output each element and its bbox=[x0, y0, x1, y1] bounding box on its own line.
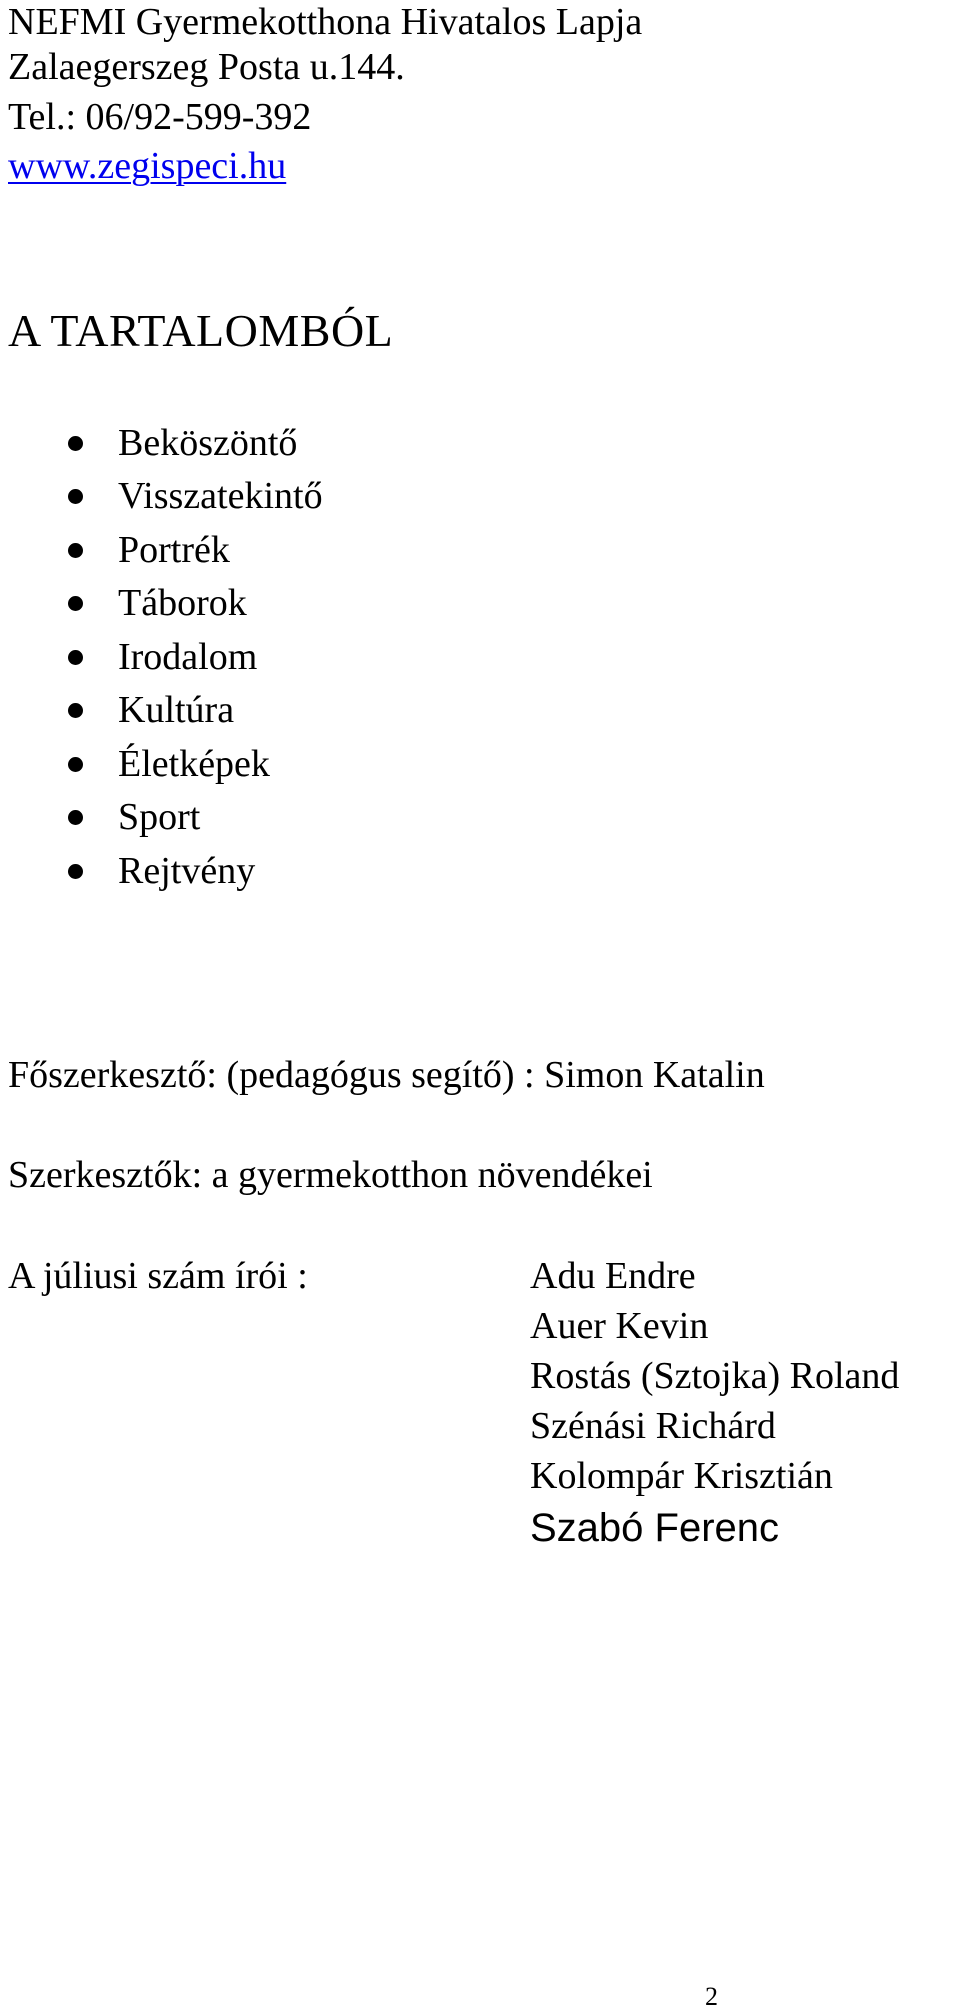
list-item bbox=[0, 525, 400, 575]
list-item-label: Kultúra bbox=[118, 689, 235, 731]
list-item bbox=[0, 792, 400, 842]
page-number: 2 bbox=[705, 1982, 718, 2011]
list-item bbox=[0, 739, 400, 789]
list-item-label: Táborok bbox=[118, 582, 247, 624]
phone: Tel.: 06/92-599-392 bbox=[8, 96, 312, 138]
contents-title: A TARTALOMBÓL bbox=[8, 305, 394, 356]
list-item-label: Visszatekintő bbox=[118, 475, 323, 517]
author-name: Szabó Ferenc bbox=[530, 1506, 780, 1550]
address: Zalaegerszeg Posta u.144. bbox=[8, 46, 405, 88]
author-name: Kolompár Krisztián bbox=[530, 1455, 833, 1497]
authors-label: A júliusi szám írói : bbox=[8, 1255, 308, 1297]
list-item bbox=[0, 471, 400, 521]
list-item-label: Irodalom bbox=[118, 636, 258, 678]
list-item bbox=[0, 418, 400, 468]
bullet-icon bbox=[68, 543, 83, 558]
list-item bbox=[0, 578, 400, 628]
editor-in-chief: Főszerkesztő: (pedagógus segítő) : Simon Katalin bbox=[8, 1054, 765, 1096]
bullet-icon bbox=[68, 864, 83, 879]
bullet-icon bbox=[68, 650, 83, 665]
bullet-icon bbox=[68, 489, 83, 504]
list-item-label: Beköszöntő bbox=[118, 422, 298, 464]
list-item bbox=[0, 632, 400, 682]
bullet-icon bbox=[68, 703, 83, 718]
list-item bbox=[0, 846, 400, 896]
org-name: NEFMI Gyermekotthona Hivatalos Lapja bbox=[8, 1, 643, 43]
list-item-label: Életképek bbox=[118, 743, 270, 785]
editors-line: Szerkesztők: a gyermekotthon növendékei bbox=[8, 1154, 653, 1196]
author-name: Auer Kevin bbox=[530, 1305, 709, 1347]
list-item-label: Rejtvény bbox=[118, 850, 256, 892]
author-name: Adu Endre bbox=[530, 1255, 696, 1297]
bullet-icon bbox=[68, 810, 83, 825]
list-item-label: Portrék bbox=[118, 529, 230, 571]
bullet-icon bbox=[68, 757, 83, 772]
author-name: Szénási Richárd bbox=[530, 1405, 776, 1447]
author-name: Rostás (Sztojka) Roland bbox=[530, 1355, 900, 1397]
list-item bbox=[0, 685, 400, 735]
bullet-icon bbox=[68, 436, 83, 451]
list-item-label: Sport bbox=[118, 796, 201, 838]
bullet-icon bbox=[68, 596, 83, 611]
website-link[interactable]: www.zegispeci.hu bbox=[8, 145, 287, 187]
